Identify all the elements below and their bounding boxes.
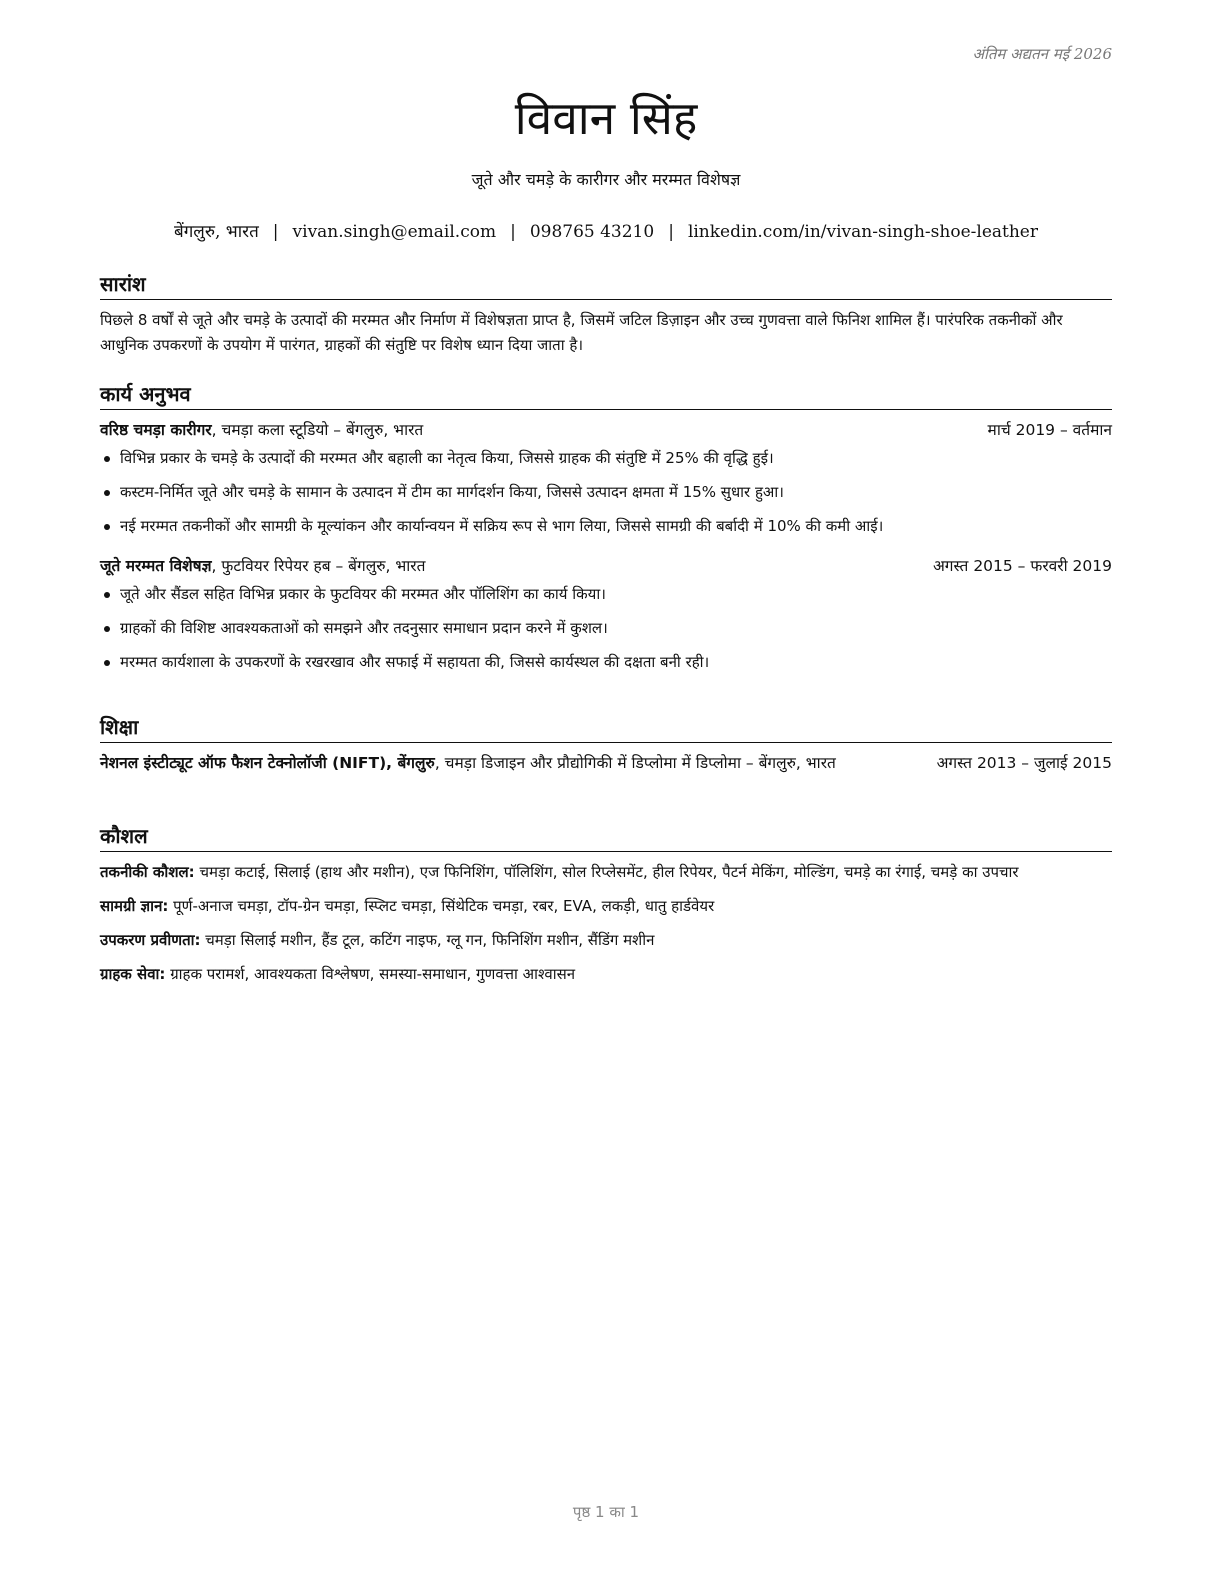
summary-title: सारांश xyxy=(100,270,1112,300)
job-role: जूते मरम्मत विशेषज्ञ xyxy=(100,557,212,575)
skill-label: सामग्री ज्ञान: xyxy=(100,897,169,915)
summary-section xyxy=(100,270,1112,358)
candidate-subtitle: जूते और चमड़े के कारीगर और मरम्मत विशेषज्ञ xyxy=(471,170,741,189)
contact-separator: | xyxy=(272,222,279,242)
job-entry xyxy=(100,418,1112,538)
education-text xyxy=(100,751,890,775)
education-date: अगस्त 2013 – जुलाई 2015 xyxy=(936,754,1112,772)
education-section xyxy=(100,713,1112,775)
skill-value: ग्राहक परामर्श, आवश्यकता विश्लेषण, समस्या-समाधान, गुणवत्ता आश्वासन xyxy=(165,965,576,983)
skill-line xyxy=(100,962,1112,986)
job-date: अगस्त 2015 – फरवरी 2019 xyxy=(932,557,1112,575)
job-role: वरिष्ठ चमड़ा कारीगर xyxy=(100,421,212,439)
skill-label: तकनीकी कौशल: xyxy=(100,863,195,881)
skill-label: ग्राहक सेवा: xyxy=(100,965,166,983)
education-title: शिक्षा xyxy=(100,713,1112,743)
job-bullet: नई मरम्मत तकनीकों और सामग्री के मूल्यांकन और कार्यान्वयन में सक्रिय रूप से भाग लिया, जिससे सामग्री की बर्बादी में 10% की कमी आई। xyxy=(100,514,1112,538)
contact-separator: | xyxy=(668,222,674,242)
resume-page xyxy=(100,0,1112,1584)
education-institution: नेशनल इंस्टीट्यूट ऑफ फैशन टेक्नोलॉजी (NIFT), बेंगलुरु xyxy=(100,754,435,772)
job-bullet: मरम्मत कार्यशाला के उपकरणों के रखरखाव और सफाई में सहायता की, जिससे कार्यस्थल की दक्षता बनी रही। xyxy=(100,650,1112,674)
experience-title: कार्य अनुभव xyxy=(100,380,1112,410)
summary-text: पिछले 8 वर्षों से जूते और चमड़े के उत्पादों की मरम्मत और निर्माण में विशेषज्ञता प्राप्त है, जिसमें जटिल डिज़ाइन और उच्च गुणवत्ता वाले फिनिश शामिल हैं। पारंपरिक तकनीकों और आधुनिक उपकरणों के उपयोग में पारंगत, ग्राहकों की संतुष्टि पर विशेष ध्यान दिया जाता है। xyxy=(100,311,1063,354)
contact-linkedin[interactable]: linkedin.com/in/vivan-singh-shoe-leather xyxy=(687,222,1038,242)
contact-phone: 098765 43210 xyxy=(529,222,655,242)
job-org: , चमड़ा कला स्टूडियो – बेंगलुरु, भारत xyxy=(211,421,424,439)
last-updated: अंतिम अद्यतन मई 2026 xyxy=(972,45,1112,63)
page-number: पृष्ठ 1 का 1 xyxy=(572,1503,640,1521)
skill-line xyxy=(100,894,1112,918)
job-bullet: जूते और सैंडल सहित विभिन्न प्रकार के फुटवियर की मरम्मत और पॉलिशिंग का कार्य किया। xyxy=(100,582,1112,606)
job-title-line xyxy=(100,554,425,578)
job-bullets xyxy=(100,446,1112,538)
contact-separator: | xyxy=(510,222,516,242)
skills-title: कौशल xyxy=(100,822,1112,852)
skill-value: चमड़ा सिलाई मशीन, हैंड टूल, कटिंग नाइफ, ग्लू गन, फिनिशिंग मशीन, सैंडिंग मशीन xyxy=(200,931,655,949)
skill-label: उपकरण प्रवीणता: xyxy=(100,931,201,949)
job-bullet: कस्टम-निर्मित जूते और चमड़े के सामान के उत्पादन में टीम का मार्गदर्शन किया, जिससे उत्पादन क्षमता में 15% सुधार हुआ। xyxy=(100,480,1112,504)
contact-location: बेंगलुरु, भारत xyxy=(174,222,259,242)
contact-line xyxy=(100,219,1112,242)
skill-value: पूर्ण-अनाज चमड़ा, टॉप-ग्रेन चमड़ा, स्प्लिट चमड़ा, सिंथेटिक चमड़ा, रबर, EVA, लकड़ी, धातु हार्डवेयर xyxy=(168,897,715,915)
job-title-line xyxy=(100,418,423,442)
job-date: मार्च 2019 – वर्तमान xyxy=(987,421,1112,439)
job-bullet: ग्राहकों की विशिष्ट आवश्यकताओं को समझने और तदनुसार समाधान प्रदान करने में कुशल। xyxy=(100,616,1112,640)
job-header xyxy=(100,554,1112,578)
contact-email[interactable]: vivan.singh@email.com xyxy=(292,222,497,242)
candidate-name: विवान सिंह xyxy=(514,91,698,145)
experience-section xyxy=(100,380,1112,684)
job-entry xyxy=(100,554,1112,674)
job-bullets xyxy=(100,582,1112,674)
skill-line xyxy=(100,860,1112,884)
job-header xyxy=(100,418,1112,442)
job-org: , फुटवियर रिपेयर हब – बेंगलुरु, भारत xyxy=(211,557,426,575)
skill-line xyxy=(100,928,1112,952)
skill-value: चमड़ा कटाई, सिलाई (हाथ और मशीन), एज फिनिशिंग, पॉलिशिंग, सोल रिप्लेसमेंट, हील रिपेयर, पैटर्न मेकिंग, मोल्डिंग, चमड़े का रंगाई, चमड़े का उपचार xyxy=(194,863,1019,881)
skills-section xyxy=(100,822,1112,996)
education-entry xyxy=(100,751,1112,775)
job-bullet: विभिन्न प्रकार के चमड़े के उत्पादों की मरम्मत और बहाली का नेतृत्व किया, जिससे ग्राहक की संतुष्टि में 25% की वृद्धि हुई। xyxy=(100,446,1112,470)
education-detail: , चमड़ा डिजाइन और प्रौद्योगिकी में डिप्लोमा में डिप्लोमा – बेंगलुरु, भारत xyxy=(434,754,836,772)
